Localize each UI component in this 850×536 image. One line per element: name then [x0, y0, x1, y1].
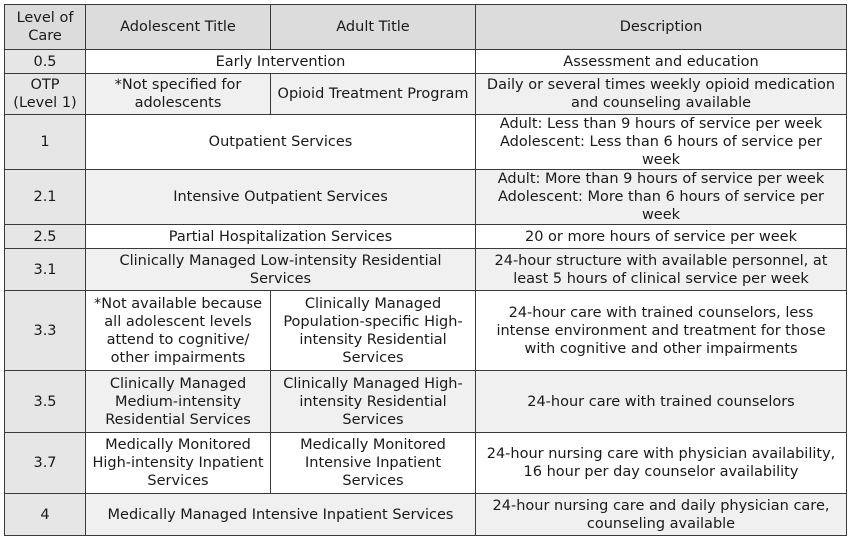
combined-title-cell: Intensive Outpatient Services	[86, 170, 476, 225]
header-row	[5, 5, 847, 50]
combined-title-cell: Early Intervention	[86, 50, 476, 74]
description-cell	[476, 170, 847, 225]
level-cell: 3.1	[5, 249, 86, 291]
description-cell: 20 or more hours of service per week	[476, 225, 847, 249]
header-description: Description	[476, 5, 847, 50]
adolescent-title-cell: *Not specified for adolescents	[86, 74, 271, 115]
description-line-adult: Adult: More than 9 hours of service per week	[497, 171, 825, 187]
adolescent-title-cell: *Not available because all adolescent levels attend to cognitive/ other impairments	[86, 291, 271, 371]
header-adult-title: Adult Title	[271, 5, 476, 50]
adolescent-title-cell: Medically Monitored High-intensity Inpatient Services	[86, 433, 271, 494]
adult-title-cell: Clinically Managed Population-specific High-intensity Residential Services	[271, 291, 476, 371]
level-cell: 4	[5, 494, 86, 536]
description-cell: 24-hour nursing care with physician availability, 16 hour per day counselor availability	[476, 433, 847, 494]
level-cell: 3.7	[5, 433, 86, 494]
levels-of-care-table-wrapper	[4, 4, 847, 536]
description-cell: Daily or several times weekly opioid medication and counseling available	[476, 74, 847, 115]
header-adolescent-title: Adolescent Title	[86, 5, 271, 50]
description-line-adolescent: Adolescent: More than 6 hours of service per week	[497, 189, 825, 223]
combined-title-cell: Clinically Managed Low-intensity Residential Services	[86, 249, 476, 291]
level-cell: 2.1	[5, 170, 86, 225]
description-cell: 24-hour care with trained counselors, less intense environment and treatment for those with cognitive and other impairments	[476, 291, 847, 371]
level-cell: 1	[5, 115, 86, 170]
level-cell: 2.5	[5, 225, 86, 249]
description-cell: Assessment and education	[476, 50, 847, 74]
table-row	[5, 50, 847, 74]
description-cell: 24-hour nursing care and daily physician care, counseling available	[476, 494, 847, 536]
table-row	[5, 494, 847, 536]
adult-title-cell: Clinically Managed High-intensity Residential Services	[271, 371, 476, 433]
table-row	[5, 170, 847, 225]
table-row	[5, 249, 847, 291]
table-row	[5, 115, 847, 170]
combined-title-cell: Outpatient Services	[86, 115, 476, 170]
description-cell: 24-hour care with trained counselors	[476, 371, 847, 433]
levels-of-care-table	[4, 4, 847, 536]
level-cell: 3.5	[5, 371, 86, 433]
description-line-adult: Adult: Less than 9 hours of service per week	[499, 116, 823, 132]
description-line-adolescent: Adolescent: Less than 6 hours of service per week	[500, 134, 822, 168]
adolescent-title-cell: Clinically Managed Medium-intensity Residential Services	[86, 371, 271, 433]
combined-title-cell: Medically Managed Intensive Inpatient Services	[86, 494, 476, 536]
description-cell	[476, 115, 847, 170]
level-cell: 0.5	[5, 50, 86, 74]
description-cell: 24-hour structure with available personnel, at least 5 hours of clinical service per week	[476, 249, 847, 291]
table-row	[5, 291, 847, 371]
table-row	[5, 225, 847, 249]
table-row	[5, 433, 847, 494]
level-cell: 3.3	[5, 291, 86, 371]
header-level-of-care: Level of Care	[5, 5, 86, 50]
level-cell: OTP (Level 1)	[5, 74, 86, 115]
table-row	[5, 371, 847, 433]
combined-title-cell: Partial Hospitalization Services	[86, 225, 476, 249]
adult-title-cell: Opioid Treatment Program	[271, 74, 476, 115]
table-row	[5, 74, 847, 115]
adult-title-cell: Medically Monitored Intensive Inpatient Services	[271, 433, 476, 494]
